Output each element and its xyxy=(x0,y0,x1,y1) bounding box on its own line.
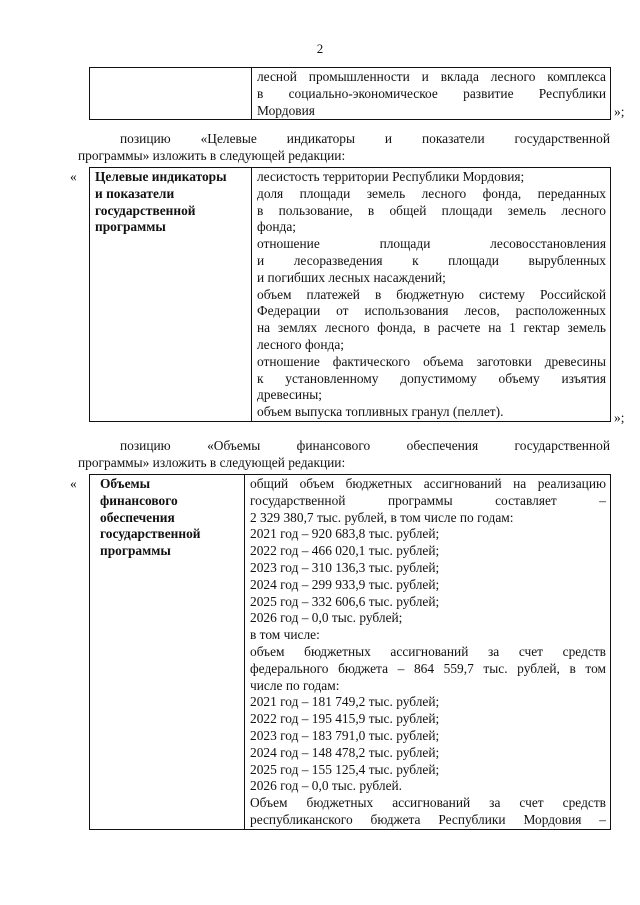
opening-quote: « xyxy=(70,169,77,184)
text-line: Мордовия xyxy=(257,102,315,118)
text-line: 2022 год – 466 020,1 тыс. рублей; xyxy=(250,543,440,559)
paragraph-line: программы» изложить в следующей редакции: xyxy=(78,147,346,163)
text-line: объем бюджетных ассигнований за счет средств xyxy=(250,643,606,659)
heading-line: программы xyxy=(100,543,171,559)
text-line: федерального бюджета – 864 559,7 тыс. рублей, в том xyxy=(250,660,606,676)
text-line: лесного фонда; xyxy=(257,336,344,352)
financing-table xyxy=(89,474,611,830)
financing-table-heading-cell xyxy=(90,475,245,830)
text-line: 2021 год – 181 749,2 тыс. рублей; xyxy=(250,694,440,710)
text-line: объем выпуска топливных гранул (пеллет). xyxy=(257,404,504,420)
targets-table-content-cell xyxy=(252,168,611,422)
text-line: на землях лесного фонда, в расчете на 1 гектар земель xyxy=(257,320,606,336)
text-line: в пользование, в общей площади земель лесного xyxy=(257,202,606,218)
paragraph-line: позицию «Целевые индикаторы и показатели государственной xyxy=(120,131,610,146)
text-line: 2026 год – 0,0 тыс. рублей. xyxy=(250,778,403,794)
paragraph-financing xyxy=(78,438,610,472)
heading-line: обеспечения xyxy=(100,509,175,525)
page-number: 2 xyxy=(316,41,324,56)
text-line: объем платежей в бюджетную систему Российской xyxy=(257,286,606,302)
opening-quote: « xyxy=(70,476,77,491)
text-line: 2023 год – 183 791,0 тыс. рублей; xyxy=(250,727,440,743)
heading-line: государственной xyxy=(100,526,201,542)
text-line: 2025 год – 332 606,6 тыс. рублей; xyxy=(250,593,440,609)
text-line: и погибших лесных насаждений; xyxy=(257,269,446,285)
text-line: числе по годам: xyxy=(250,677,340,693)
text-line: доля площади земель лесного фонда, переданных xyxy=(257,185,606,201)
closing-quote: »; xyxy=(614,410,625,425)
closing-quote: »; xyxy=(614,104,625,119)
text-line: 2026 год – 0,0 тыс. рублей; xyxy=(250,610,403,626)
text-line: к установленному допустимому объему изъятия xyxy=(257,370,606,386)
text-line: 2024 год – 148 478,2 тыс. рублей; xyxy=(250,744,440,760)
targets-table-heading-cell xyxy=(90,168,252,422)
text-line: 2 329 380,7 тыс. рублей, в том числе по годам: xyxy=(250,509,514,525)
continuation-table-empty-cell xyxy=(90,68,252,120)
text-line: лесной промышленности и вклада лесного комплекса xyxy=(257,69,606,84)
text-line: в социально-экономическое развитие Республики xyxy=(257,85,606,101)
heading-line: государственной xyxy=(95,202,196,218)
continuation-table-content-cell xyxy=(252,68,611,120)
text-line: фонда; xyxy=(257,219,297,235)
paragraph-line: программы» изложить в следующей редакции: xyxy=(78,454,346,470)
text-line: 2022 год – 195 415,9 тыс. рублей; xyxy=(250,711,440,727)
continuation-table xyxy=(89,67,611,120)
targets-table xyxy=(89,167,611,422)
heading-line: программы xyxy=(95,219,166,235)
text-line: и лесоразведения к площади вырубленных xyxy=(257,252,606,268)
paragraph-line: позицию «Объемы финансового обеспечения государственной xyxy=(120,438,610,453)
heading-line: Целевые индикаторы xyxy=(95,169,227,184)
heading-line: Объемы xyxy=(100,476,151,491)
text-line: в том числе: xyxy=(250,627,320,643)
text-line: государственной программы составляет – xyxy=(250,492,606,508)
text-line: 2021 год – 920 683,8 тыс. рублей; xyxy=(250,526,440,542)
text-line: отношение фактического объема заготовки древесины xyxy=(257,353,606,369)
text-line: 2024 год – 299 933,9 тыс. рублей; xyxy=(250,576,440,592)
text-line: 2023 год – 310 136,3 тыс. рублей; xyxy=(250,559,440,575)
text-line: 2025 год – 155 125,4 тыс. рублей; xyxy=(250,761,440,777)
text-line: Федерации от использования лесов, расположенных xyxy=(257,303,606,319)
text-line: республиканского бюджета Республики Мордовия – xyxy=(250,811,606,827)
financing-table-content-cell xyxy=(245,475,611,830)
paragraph-targets xyxy=(78,131,610,165)
text-line: Объем бюджетных ассигнований за счет средств xyxy=(250,795,606,811)
heading-line: и показатели xyxy=(95,185,175,201)
text-line: общий объем бюджетных ассигнований на реализацию xyxy=(250,476,606,491)
heading-line: финансового xyxy=(100,492,178,508)
text-line: отношение площади лесовосстановления xyxy=(257,236,606,252)
text-line: лесистость территории Республики Мордовия; xyxy=(257,169,525,184)
text-line: древесины; xyxy=(257,387,322,403)
